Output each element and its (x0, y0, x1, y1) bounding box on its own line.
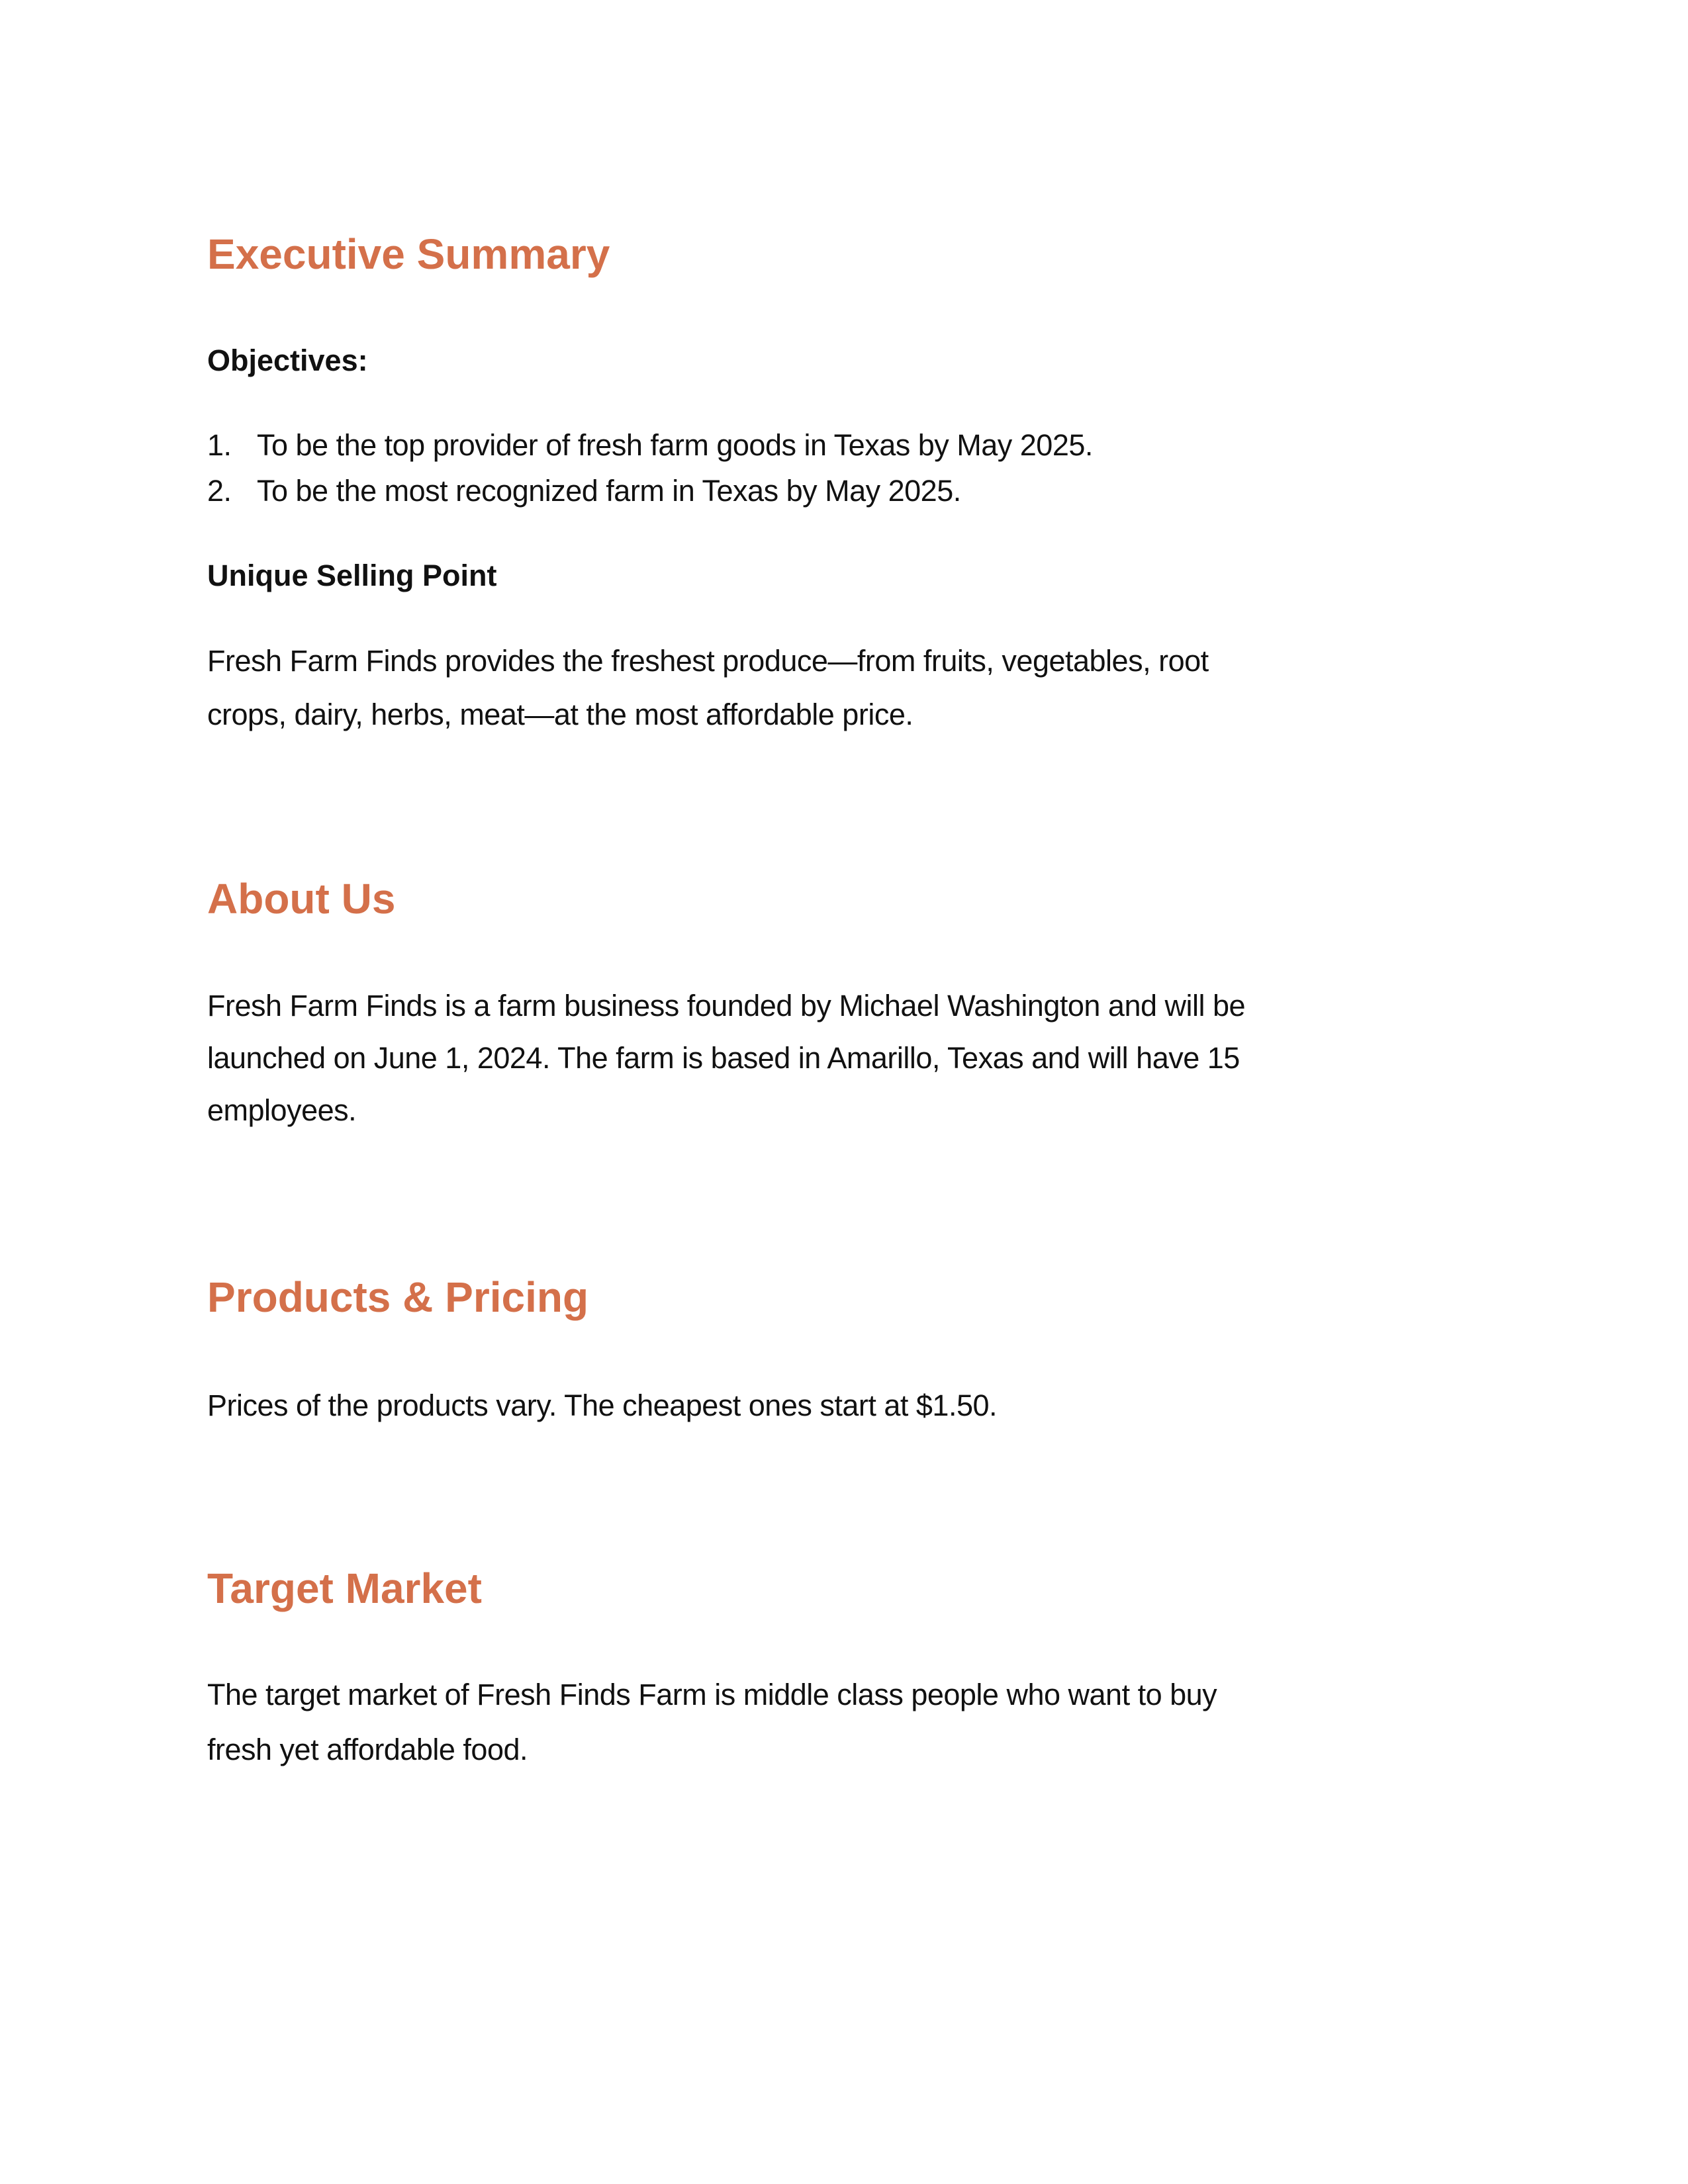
usp-label: Unique Selling Point (207, 559, 497, 592)
about-line-1: Fresh Farm Finds is a farm business founded by Michael Washington and will be (207, 989, 1246, 1023)
heading-products-pricing: Products & Pricing (207, 1273, 589, 1321)
list-text: To be the top provider of fresh farm goods in Texas by May 2025. (257, 428, 1093, 462)
target-line-1: The target market of Fresh Finds Farm is middle class people who want to buy (207, 1678, 1217, 1711)
list-text: To be the most recognized farm in Texas by May 2025. (257, 474, 961, 508)
products-line-1: Prices of the products vary. The cheapest ones start at $1.50. (207, 1388, 998, 1422)
usp-line-1: Fresh Farm Finds provides the freshest produce—from fruits, vegetables, root (207, 644, 1209, 678)
about-line-2: launched on June 1, 2024. The farm is based in Amarillo, Texas and will have 15 (207, 1041, 1240, 1075)
heading-about-us: About Us (207, 875, 396, 923)
objective-item-2 (207, 474, 961, 508)
objective-item-1 (207, 428, 1093, 463)
about-line-3: employees. (207, 1093, 357, 1127)
list-number: 2. (207, 474, 232, 508)
usp-line-2: crops, dairy, herbs, meat—at the most affordable price. (207, 698, 914, 731)
heading-target-market: Target Market (207, 1565, 482, 1612)
heading-executive-summary: Executive Summary (207, 230, 610, 278)
list-number: 1. (207, 428, 232, 462)
objectives-label: Objectives: (207, 343, 368, 377)
target-line-2: fresh yet affordable food. (207, 1733, 528, 1766)
